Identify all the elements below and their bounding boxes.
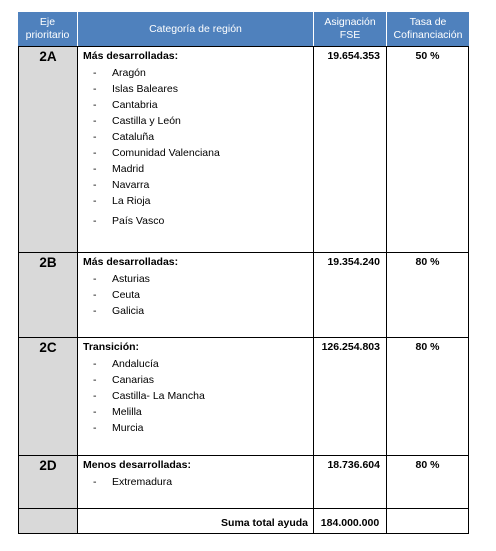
category-cell [78, 456, 314, 508]
table-header [18, 12, 469, 46]
category-label: Menos desarrolladas: [83, 459, 191, 471]
region-list [78, 65, 313, 229]
rate-cell: 80 % [387, 456, 469, 508]
table-row [18, 337, 469, 455]
list-item: - Aragón [93, 65, 313, 81]
category-label: Más desarrolladas: [83, 256, 179, 268]
allocation-cell: 19.654.353 [314, 47, 387, 252]
region-list [78, 356, 313, 436]
table-row [18, 46, 469, 252]
rate-cell: 80 % [387, 253, 469, 337]
allocation-cell: 19.354.240 [314, 253, 387, 337]
list-item: - Cataluña [93, 129, 313, 145]
category-cell [78, 338, 314, 455]
list-item: - Islas Baleares [93, 81, 313, 97]
header-axis: Eje prioritario [18, 12, 78, 46]
list-item: - Galicia [93, 303, 313, 319]
list-item: - Extremadura [93, 474, 313, 490]
list-item: - Melilla [93, 404, 313, 420]
list-item: - Andalucía [93, 356, 313, 372]
total-label: Suma total ayuda [78, 509, 314, 533]
axis-cell: 2C [18, 338, 78, 455]
list-item: - Madrid [93, 161, 313, 177]
axis-cell [18, 509, 78, 533]
list-item: - Cantabria [93, 97, 313, 113]
axis-cell: 2A [18, 47, 78, 252]
allocation-cell: 18.736.604 [314, 456, 387, 508]
list-item: - Comunidad Valenciana [93, 145, 313, 161]
list-item: - Ceuta [93, 287, 313, 303]
axis-cell: 2B [18, 253, 78, 337]
total-value: 184.000.000 [314, 509, 387, 533]
list-item: - País Vasco [93, 213, 313, 229]
list-item: - Navarra [93, 177, 313, 193]
header-rate: Tasa de Cofinanciación [387, 12, 469, 46]
list-item: - Asturias [93, 271, 313, 287]
table-bottom-border [18, 533, 469, 534]
category-cell [78, 253, 314, 337]
category-cell [78, 47, 314, 252]
allocation-table [18, 12, 469, 533]
allocation-cell: 126.254.803 [314, 338, 387, 455]
list-item: - La Rioja [93, 193, 313, 209]
list-item: - Murcia [93, 420, 313, 436]
region-list [78, 271, 313, 319]
table-row [18, 455, 469, 508]
rate-cell [387, 509, 469, 533]
table-row [18, 252, 469, 337]
category-label: Más desarrolladas: [83, 50, 179, 62]
list-item: - Castilla- La Mancha [93, 388, 313, 404]
list-item: - Castilla y León [93, 113, 313, 129]
category-label: Transición: [83, 341, 140, 353]
axis-cell: 2D [18, 456, 78, 508]
header-allocation: Asignación FSE [314, 12, 387, 46]
rate-cell: 50 % [387, 47, 469, 252]
total-row [18, 508, 469, 533]
list-item: - Canarias [93, 372, 313, 388]
region-list [78, 474, 313, 490]
rate-cell: 80 % [387, 338, 469, 455]
header-category: Categoría de región [78, 12, 314, 46]
